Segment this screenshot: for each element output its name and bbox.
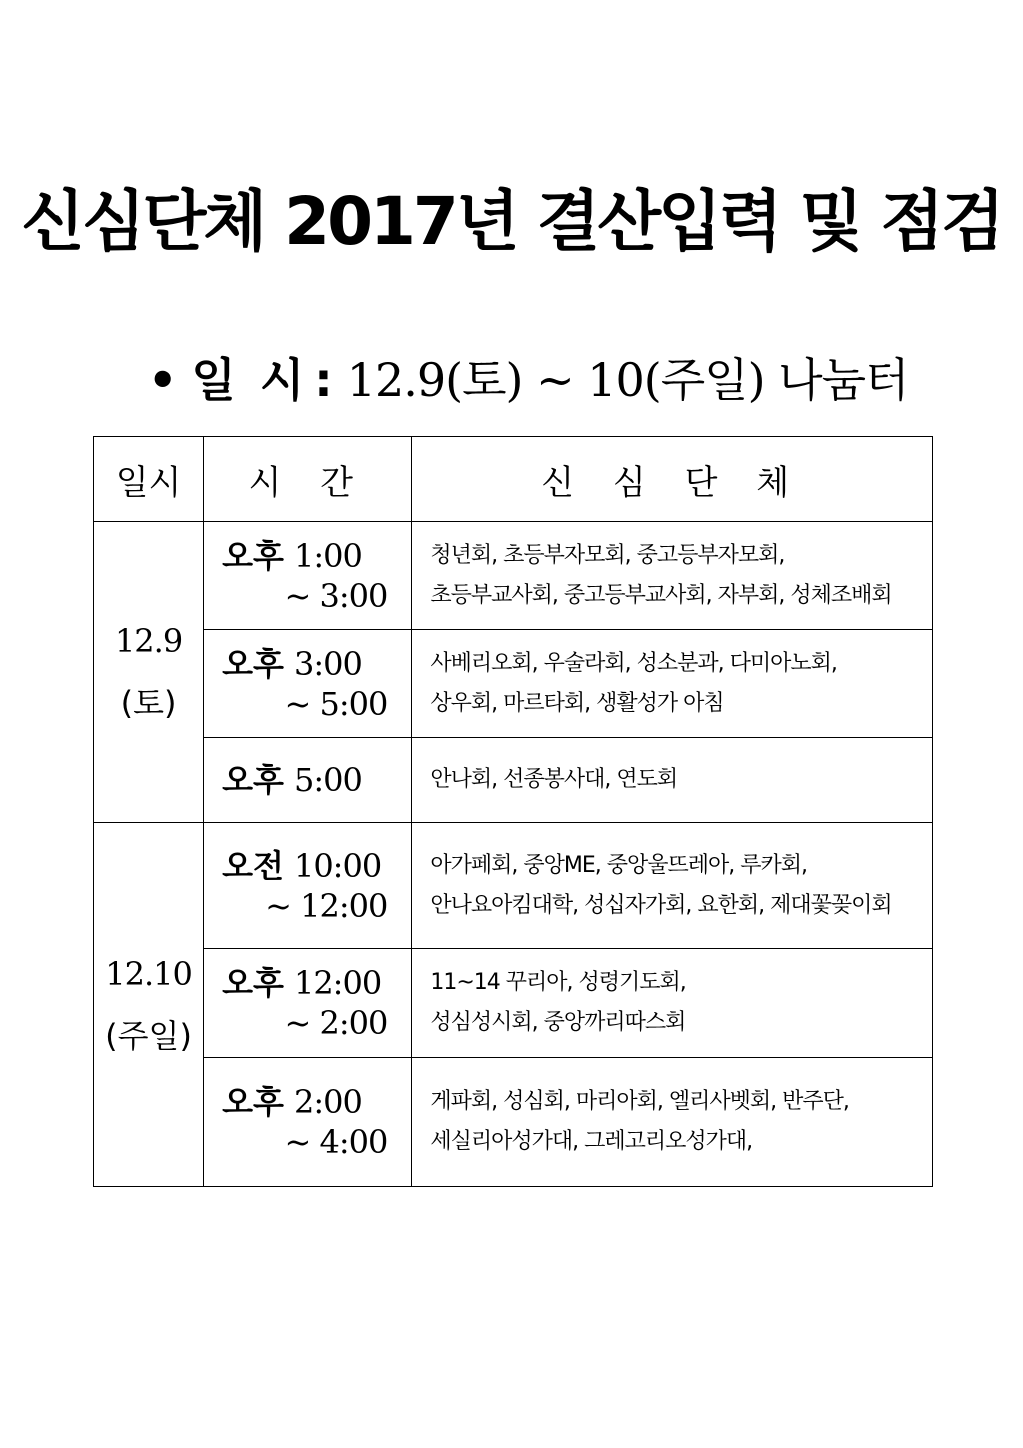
table-row xyxy=(94,949,933,1058)
groups-line: 성심성시회, 중앙까리따스회 xyxy=(430,1010,686,1035)
header-date: 일시 xyxy=(94,437,204,522)
table-row xyxy=(94,738,933,823)
groups-cell xyxy=(412,738,933,823)
time-start: 12:00 xyxy=(293,964,382,1002)
groups-cell xyxy=(412,522,933,630)
schedule-date-line xyxy=(148,348,908,412)
groups-cell xyxy=(412,949,933,1058)
date-cell xyxy=(94,823,204,1187)
schedule-date-value: 12.9(토) ~ 10(주일) 나눔터 xyxy=(346,353,909,407)
date-value: 12.10 xyxy=(105,954,192,993)
time-end: ~ 3:00 xyxy=(284,576,388,615)
time-ampm: 오후 xyxy=(222,536,284,575)
schedule-table xyxy=(93,436,933,1187)
groups-cell xyxy=(412,823,933,949)
groups-cell xyxy=(412,1058,933,1187)
table-row xyxy=(94,522,933,630)
time-end: ~ 2:00 xyxy=(284,1004,388,1042)
groups-line: 게파회, 성심회, 마리아회, 엘리사벳회, 반주단, xyxy=(430,1089,849,1114)
time-end: ~ 12:00 xyxy=(265,886,388,925)
time-start: 5:00 xyxy=(293,761,362,799)
groups-line: 11~14 꾸리아, 성령기도회, xyxy=(430,970,686,995)
table-row xyxy=(94,630,933,738)
time-start: 10:00 xyxy=(293,846,382,885)
weekday-value: (토) xyxy=(120,684,177,722)
time-cell xyxy=(204,738,412,823)
groups-line: 청년회, 초등부자모회, 중고등부자모회, xyxy=(430,542,785,568)
time-cell xyxy=(204,1058,412,1187)
groups-line: 안나요아킴대학, 성십자가회, 요한회, 제대꽃꽂이회 xyxy=(430,892,892,918)
date-value: 12.9 xyxy=(114,622,183,660)
schedule-date-label: 일 시 xyxy=(191,353,309,407)
time-ampm: 오후 xyxy=(222,761,284,799)
groups-line: 안나회, 선종봉사대, 연도회 xyxy=(430,767,678,792)
groups-line: 세실리아성가대, 그레고리오성가대, xyxy=(430,1129,753,1154)
table-row xyxy=(94,1058,933,1187)
time-start: 2:00 xyxy=(293,1083,362,1121)
table-header-row xyxy=(94,437,933,522)
time-ampm: 오후 xyxy=(222,964,284,1002)
bullet-icon: • xyxy=(148,353,178,407)
time-start: 1:00 xyxy=(293,536,362,575)
page-title: 신심단체 2017년 결산입력 및 점검 xyxy=(21,183,1002,260)
time-cell xyxy=(204,949,412,1058)
schedule-date-colon: : xyxy=(314,353,333,407)
time-cell xyxy=(204,630,412,738)
time-cell xyxy=(204,522,412,630)
date-cell xyxy=(94,522,204,823)
groups-line: 아가페회, 중앙ME, 중앙울뜨레아, 루카회, xyxy=(430,852,807,878)
groups-line: 사베리오회, 우술라회, 성소분과, 다미아노회, xyxy=(430,650,837,676)
groups-cell xyxy=(412,630,933,738)
groups-line: 상우회, 마르타회, 생활성가 아침 xyxy=(430,690,724,716)
time-end: ~ 5:00 xyxy=(284,684,388,723)
time-ampm: 오후 xyxy=(222,644,284,683)
header-time: 시 간 xyxy=(204,437,412,522)
time-start: 3:00 xyxy=(293,644,362,683)
time-ampm: 오전 xyxy=(222,846,284,885)
groups-line: 초등부교사회, 중고등부교사회, 자부회, 성체조배회 xyxy=(430,582,892,608)
time-end: ~ 4:00 xyxy=(284,1123,388,1161)
header-groups: 신 심 단 체 xyxy=(412,437,933,522)
weekday-value: (주일) xyxy=(105,1016,192,1055)
time-cell xyxy=(204,823,412,949)
table-row xyxy=(94,823,933,949)
time-ampm: 오후 xyxy=(222,1083,284,1121)
